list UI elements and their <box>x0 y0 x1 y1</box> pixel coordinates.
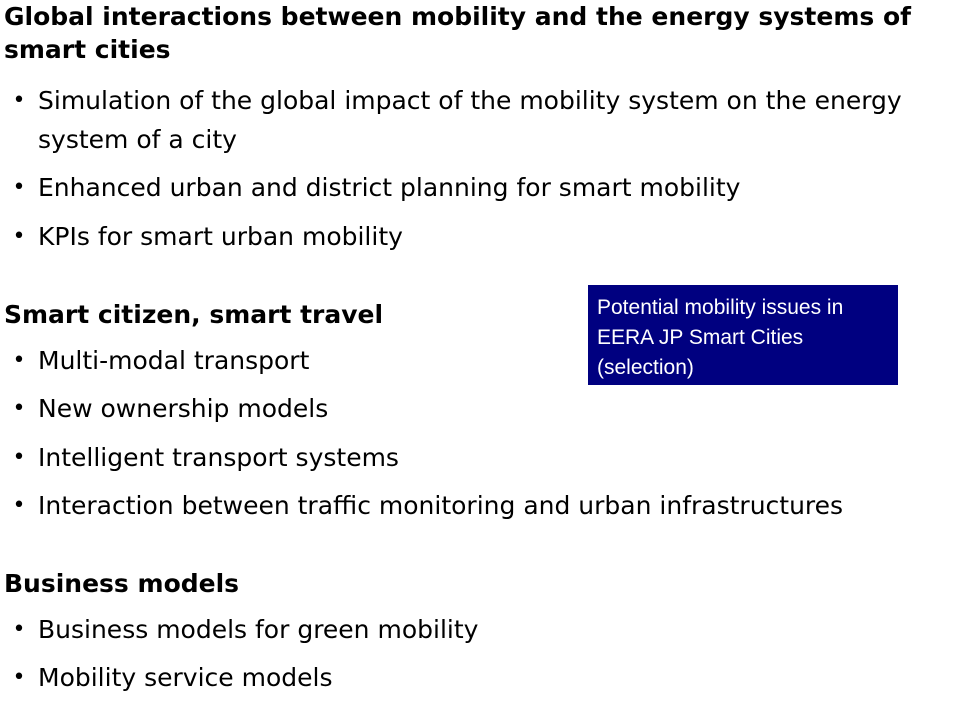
bullet-text: KPIs for smart urban mobility <box>38 222 403 251</box>
bullet-text: Enhanced urban and district planning for smart mobility <box>38 173 741 202</box>
section-title-global-interactions: Global interactions between mobility and the energy systems of smart cities <box>4 2 912 64</box>
bullet-service-models <box>0 654 332 702</box>
bullet-dot-icon: • <box>12 493 26 518</box>
bullet-dot-icon: • <box>12 348 26 373</box>
bullet-text: New ownership models <box>38 394 329 423</box>
section-title-business-models: Business models <box>4 569 240 598</box>
bullet-text: Intelligent transport systems <box>38 443 399 472</box>
bullet-dot-icon: • <box>12 665 26 690</box>
bullet-text: system of a city <box>38 125 237 154</box>
callout-line: Potential mobility issues in <box>597 296 844 319</box>
bullet-dot-icon: • <box>12 224 26 249</box>
bullet-green-mobility <box>0 606 478 654</box>
bullet-ownership <box>0 385 328 433</box>
bullet-dot-icon: • <box>12 445 26 470</box>
bullet-text: Simulation of the global impact of the mobility system on the energy <box>38 86 902 115</box>
section-title-smart-citizen: Smart citizen, smart travel <box>4 300 384 329</box>
bullet-text: Multi-modal transport <box>38 346 310 375</box>
bullet-simulation-continuation <box>0 116 237 164</box>
bullet-text: Mobility service models <box>38 663 333 692</box>
bullet-kpis <box>0 213 403 261</box>
bullet-traffic-monitoring <box>0 482 843 530</box>
callout-line: (selection) <box>597 356 694 379</box>
bullet-text: Interaction between traffic monitoring and urban infrastructures <box>38 491 844 520</box>
callout-box <box>588 285 898 385</box>
bullet-dot-icon: • <box>12 175 26 200</box>
bullet-text: Business models for green mobility <box>38 615 479 644</box>
bullet-dot-icon: • <box>12 88 26 113</box>
bullet-multimodal <box>0 337 309 385</box>
bullet-dot-icon: • <box>12 396 26 421</box>
callout-line: EERA JP Smart Cities <box>597 326 804 349</box>
bullet-enhanced-planning <box>0 164 740 212</box>
bullet-dot-icon: • <box>12 617 26 642</box>
bullet-its <box>0 434 399 482</box>
